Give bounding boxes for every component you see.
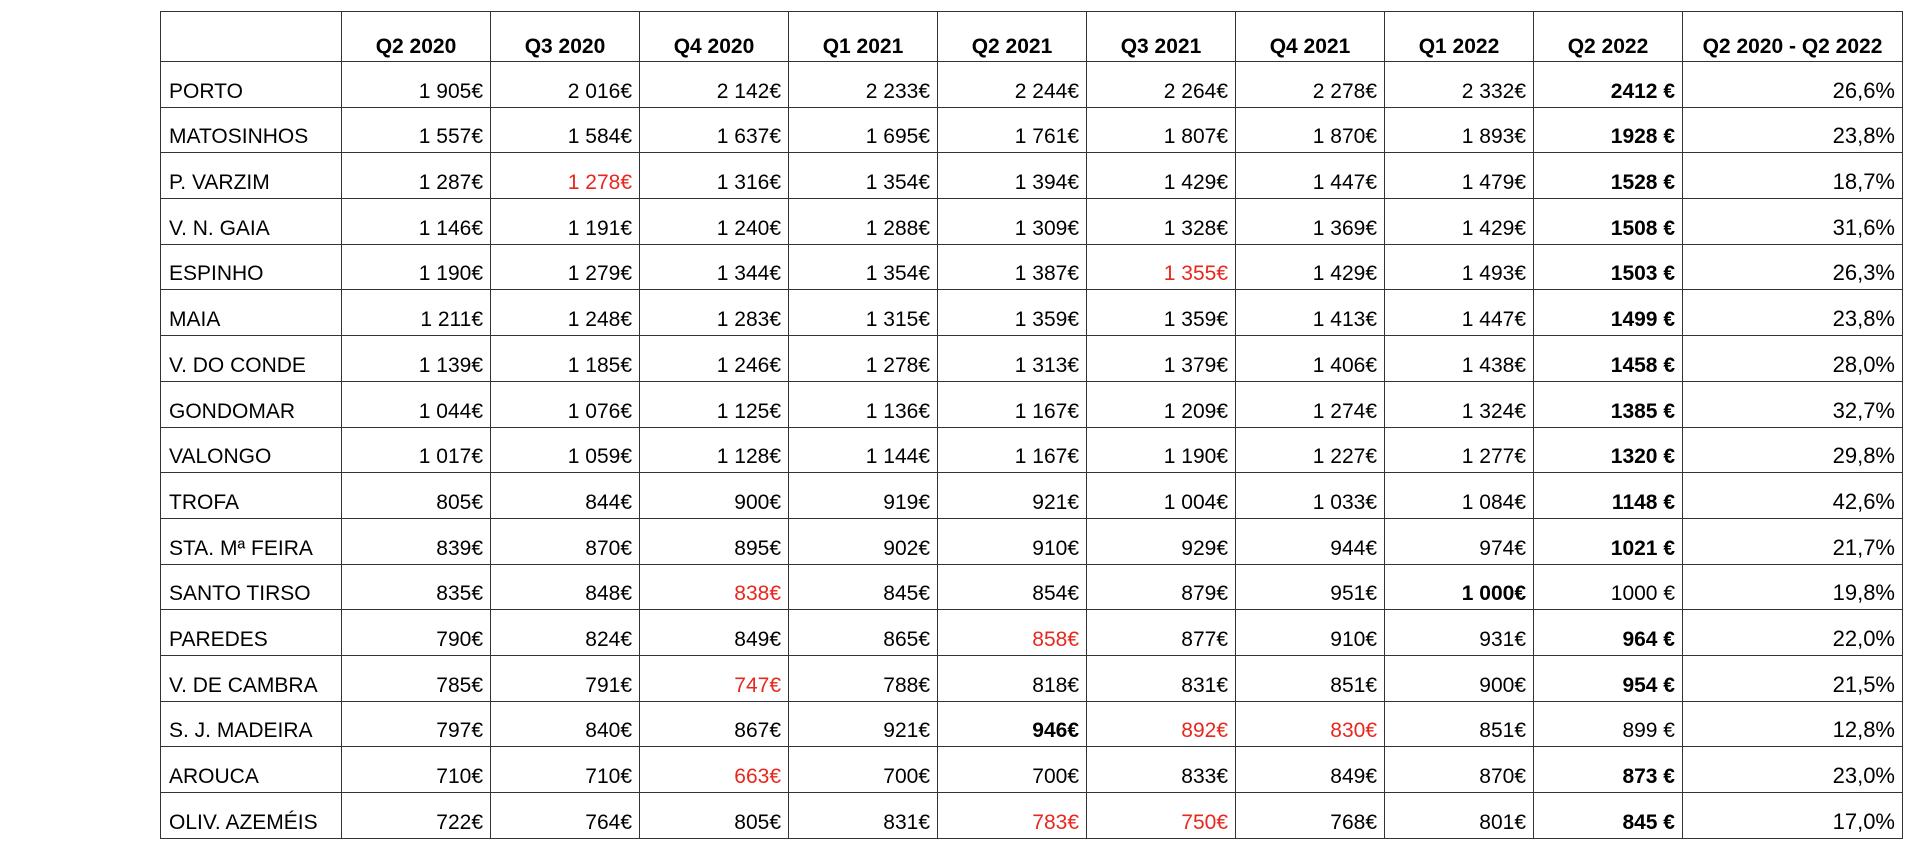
table-row bbox=[161, 473, 1903, 519]
change-cell: 26,6% bbox=[1683, 62, 1903, 108]
column-header: Q1 2022 bbox=[1385, 12, 1534, 62]
table-row bbox=[161, 336, 1903, 382]
price-cell: 1 359€ bbox=[1087, 290, 1236, 336]
price-cell: 1458 € bbox=[1534, 336, 1683, 382]
price-cell: 1 146€ bbox=[342, 199, 491, 245]
municipality-name: V. DO CONDE bbox=[161, 336, 342, 382]
change-cell: 22,0% bbox=[1683, 610, 1903, 656]
price-cell: 946€ bbox=[938, 701, 1087, 747]
header-blank bbox=[161, 12, 342, 62]
table-row bbox=[161, 701, 1903, 747]
price-cell: 1 438€ bbox=[1385, 336, 1534, 382]
price-cell: 1 447€ bbox=[1236, 153, 1385, 199]
price-cell: 951€ bbox=[1236, 564, 1385, 610]
price-cell: 1 190€ bbox=[342, 244, 491, 290]
price-cell: 1 076€ bbox=[491, 381, 640, 427]
price-cell: 910€ bbox=[938, 518, 1087, 564]
price-cell: 1 354€ bbox=[789, 153, 938, 199]
price-cell: 1 413€ bbox=[1236, 290, 1385, 336]
price-cell: 833€ bbox=[1087, 747, 1236, 793]
price-cell: 831€ bbox=[1087, 655, 1236, 701]
price-cell: 845€ bbox=[789, 564, 938, 610]
price-cell: 858€ bbox=[938, 610, 1087, 656]
price-cell: 1 637€ bbox=[640, 107, 789, 153]
price-cell: 1 406€ bbox=[1236, 336, 1385, 382]
table-row bbox=[161, 655, 1903, 701]
table-row bbox=[161, 244, 1903, 290]
municipality-name: AROUCA bbox=[161, 747, 342, 793]
price-cell: 921€ bbox=[938, 473, 1087, 519]
price-cell: 1320 € bbox=[1534, 427, 1683, 473]
column-header: Q4 2021 bbox=[1236, 12, 1385, 62]
price-cell: 750€ bbox=[1087, 793, 1236, 839]
price-cell: 1 315€ bbox=[789, 290, 938, 336]
price-cell: 1 493€ bbox=[1385, 244, 1534, 290]
price-cell: 1 278€ bbox=[491, 153, 640, 199]
price-cell: 974€ bbox=[1385, 518, 1534, 564]
price-cell: 1 429€ bbox=[1087, 153, 1236, 199]
price-cell: 870€ bbox=[1385, 747, 1534, 793]
table-row bbox=[161, 199, 1903, 245]
column-header: Q2 2021 bbox=[938, 12, 1087, 62]
price-cell: 1 359€ bbox=[938, 290, 1087, 336]
price-cell: 788€ bbox=[789, 655, 938, 701]
change-cell: 19,8% bbox=[1683, 564, 1903, 610]
price-cell: 1 324€ bbox=[1385, 381, 1534, 427]
price-cell: 783€ bbox=[938, 793, 1087, 839]
price-cell: 1 761€ bbox=[938, 107, 1087, 153]
price-cell: 818€ bbox=[938, 655, 1087, 701]
price-cell: 1 288€ bbox=[789, 199, 938, 245]
price-cell: 1 870€ bbox=[1236, 107, 1385, 153]
price-cell: 1 695€ bbox=[789, 107, 938, 153]
price-cell: 840€ bbox=[491, 701, 640, 747]
price-cell: 1 584€ bbox=[491, 107, 640, 153]
price-cell: 2412 € bbox=[1534, 62, 1683, 108]
price-cell: 1 277€ bbox=[1385, 427, 1534, 473]
price-cell: 791€ bbox=[491, 655, 640, 701]
price-cell: 895€ bbox=[640, 518, 789, 564]
price-cell: 1 279€ bbox=[491, 244, 640, 290]
price-cell: 1928 € bbox=[1534, 107, 1683, 153]
price-cell: 1 287€ bbox=[342, 153, 491, 199]
price-cell: 790€ bbox=[342, 610, 491, 656]
price-cell: 902€ bbox=[789, 518, 938, 564]
table-row bbox=[161, 793, 1903, 839]
price-cell: 929€ bbox=[1087, 518, 1236, 564]
price-cell: 835€ bbox=[342, 564, 491, 610]
price-cell: 1 185€ bbox=[491, 336, 640, 382]
price-cell: 663€ bbox=[640, 747, 789, 793]
price-cell: 2 332€ bbox=[1385, 62, 1534, 108]
price-cell: 873 € bbox=[1534, 747, 1683, 793]
column-header: Q3 2020 bbox=[491, 12, 640, 62]
price-cell: 900€ bbox=[1385, 655, 1534, 701]
price-cell: 1 033€ bbox=[1236, 473, 1385, 519]
price-cell: 830€ bbox=[1236, 701, 1385, 747]
price-cell: 879€ bbox=[1087, 564, 1236, 610]
price-cell: 1 084€ bbox=[1385, 473, 1534, 519]
price-cell: 854€ bbox=[938, 564, 1087, 610]
price-cell: 1 059€ bbox=[491, 427, 640, 473]
price-table bbox=[160, 11, 1903, 839]
price-cell: 785€ bbox=[342, 655, 491, 701]
price-cell: 1 246€ bbox=[640, 336, 789, 382]
municipality-name: MAIA bbox=[161, 290, 342, 336]
change-cell: 26,3% bbox=[1683, 244, 1903, 290]
price-cell: 1021 € bbox=[1534, 518, 1683, 564]
price-cell: 1 557€ bbox=[342, 107, 491, 153]
price-cell: 1 313€ bbox=[938, 336, 1087, 382]
municipality-name: P. VARZIM bbox=[161, 153, 342, 199]
change-cell: 23,8% bbox=[1683, 290, 1903, 336]
price-cell: 1 316€ bbox=[640, 153, 789, 199]
price-cell: 865€ bbox=[789, 610, 938, 656]
price-cell: 851€ bbox=[1236, 655, 1385, 701]
price-cell: 1503 € bbox=[1534, 244, 1683, 290]
price-cell: 831€ bbox=[789, 793, 938, 839]
price-cell: 899 € bbox=[1534, 701, 1683, 747]
price-cell: 2 264€ bbox=[1087, 62, 1236, 108]
table-row bbox=[161, 610, 1903, 656]
price-cell: 747€ bbox=[640, 655, 789, 701]
price-cell: 1 209€ bbox=[1087, 381, 1236, 427]
municipality-name: VALONGO bbox=[161, 427, 342, 473]
price-cell: 700€ bbox=[789, 747, 938, 793]
price-cell: 1 128€ bbox=[640, 427, 789, 473]
table-row bbox=[161, 564, 1903, 610]
price-cell: 1 125€ bbox=[640, 381, 789, 427]
price-cell: 2 016€ bbox=[491, 62, 640, 108]
price-cell: 849€ bbox=[640, 610, 789, 656]
municipality-name: TROFA bbox=[161, 473, 342, 519]
price-cell: 1 274€ bbox=[1236, 381, 1385, 427]
table-row bbox=[161, 427, 1903, 473]
change-cell: 21,5% bbox=[1683, 655, 1903, 701]
price-cell: 1 278€ bbox=[789, 336, 938, 382]
municipality-name: PAREDES bbox=[161, 610, 342, 656]
table-row bbox=[161, 381, 1903, 427]
municipality-name: V. N. GAIA bbox=[161, 199, 342, 245]
column-header: Q2 2022 bbox=[1534, 12, 1683, 62]
table-row bbox=[161, 518, 1903, 564]
price-cell: 1 893€ bbox=[1385, 107, 1534, 153]
municipality-name: PORTO bbox=[161, 62, 342, 108]
price-cell: 1 283€ bbox=[640, 290, 789, 336]
price-cell: 797€ bbox=[342, 701, 491, 747]
price-cell: 919€ bbox=[789, 473, 938, 519]
price-cell: 805€ bbox=[342, 473, 491, 519]
price-cell: 1 240€ bbox=[640, 199, 789, 245]
header-row bbox=[161, 12, 1903, 62]
price-cell: 964 € bbox=[1534, 610, 1683, 656]
price-cell: 1528 € bbox=[1534, 153, 1683, 199]
table-row bbox=[161, 62, 1903, 108]
municipality-name: V. DE CAMBRA bbox=[161, 655, 342, 701]
price-cell: 1 479€ bbox=[1385, 153, 1534, 199]
price-cell: 1 136€ bbox=[789, 381, 938, 427]
price-cell: 1 167€ bbox=[938, 381, 1087, 427]
price-cell: 848€ bbox=[491, 564, 640, 610]
price-cell: 1 191€ bbox=[491, 199, 640, 245]
price-cell: 1 379€ bbox=[1087, 336, 1236, 382]
price-cell: 838€ bbox=[640, 564, 789, 610]
price-cell: 1 355€ bbox=[1087, 244, 1236, 290]
price-cell: 851€ bbox=[1385, 701, 1534, 747]
municipality-name: OLIV. AZEMÉIS bbox=[161, 793, 342, 839]
price-cell: 1 429€ bbox=[1385, 199, 1534, 245]
price-cell: 2 142€ bbox=[640, 62, 789, 108]
price-cell: 710€ bbox=[342, 747, 491, 793]
change-cell: 29,8% bbox=[1683, 427, 1903, 473]
price-cell: 1 139€ bbox=[342, 336, 491, 382]
price-cell: 1 447€ bbox=[1385, 290, 1534, 336]
price-cell: 1499 € bbox=[1534, 290, 1683, 336]
price-cell: 1 905€ bbox=[342, 62, 491, 108]
price-cell: 722€ bbox=[342, 793, 491, 839]
column-header: Q4 2020 bbox=[640, 12, 789, 62]
price-cell: 867€ bbox=[640, 701, 789, 747]
price-cell: 2 278€ bbox=[1236, 62, 1385, 108]
price-cell: 2 244€ bbox=[938, 62, 1087, 108]
price-cell: 1508 € bbox=[1534, 199, 1683, 245]
price-cell: 870€ bbox=[491, 518, 640, 564]
price-cell: 849€ bbox=[1236, 747, 1385, 793]
municipality-name: GONDOMAR bbox=[161, 381, 342, 427]
price-cell: 900€ bbox=[640, 473, 789, 519]
price-cell: 944€ bbox=[1236, 518, 1385, 564]
change-cell: 42,6% bbox=[1683, 473, 1903, 519]
price-cell: 954 € bbox=[1534, 655, 1683, 701]
price-cell: 764€ bbox=[491, 793, 640, 839]
table-row bbox=[161, 107, 1903, 153]
price-cell: 845 € bbox=[1534, 793, 1683, 839]
price-cell: 1 017€ bbox=[342, 427, 491, 473]
price-cell: 1 328€ bbox=[1087, 199, 1236, 245]
price-cell: 1 807€ bbox=[1087, 107, 1236, 153]
column-header: Q3 2021 bbox=[1087, 12, 1236, 62]
price-cell: 1 004€ bbox=[1087, 473, 1236, 519]
price-cell: 1 248€ bbox=[491, 290, 640, 336]
price-cell: 1148 € bbox=[1534, 473, 1683, 519]
price-cell: 1000 € bbox=[1534, 564, 1683, 610]
change-cell: 28,0% bbox=[1683, 336, 1903, 382]
change-cell: 31,6% bbox=[1683, 199, 1903, 245]
change-cell: 21,7% bbox=[1683, 518, 1903, 564]
price-cell: 801€ bbox=[1385, 793, 1534, 839]
price-cell: 1 344€ bbox=[640, 244, 789, 290]
table-row bbox=[161, 153, 1903, 199]
municipality-name: MATOSINHOS bbox=[161, 107, 342, 153]
price-cell: 700€ bbox=[938, 747, 1087, 793]
price-cell: 1 394€ bbox=[938, 153, 1087, 199]
table-row bbox=[161, 747, 1903, 793]
change-cell: 17,0% bbox=[1683, 793, 1903, 839]
table-body bbox=[161, 62, 1903, 839]
price-cell: 1 000€ bbox=[1385, 564, 1534, 610]
municipality-name: SANTO TIRSO bbox=[161, 564, 342, 610]
column-header: Q2 2020 - Q2 2022 bbox=[1683, 12, 1903, 62]
change-cell: 32,7% bbox=[1683, 381, 1903, 427]
price-cell: 1 167€ bbox=[938, 427, 1087, 473]
price-cell: 1 354€ bbox=[789, 244, 938, 290]
price-cell: 1 429€ bbox=[1236, 244, 1385, 290]
price-cell: 931€ bbox=[1385, 610, 1534, 656]
municipality-name: S. J. MADEIRA bbox=[161, 701, 342, 747]
price-cell: 877€ bbox=[1087, 610, 1236, 656]
price-cell: 805€ bbox=[640, 793, 789, 839]
price-cell: 910€ bbox=[1236, 610, 1385, 656]
price-cell: 824€ bbox=[491, 610, 640, 656]
change-cell: 18,7% bbox=[1683, 153, 1903, 199]
price-cell: 1 387€ bbox=[938, 244, 1087, 290]
column-header: Q2 2020 bbox=[342, 12, 491, 62]
price-cell: 710€ bbox=[491, 747, 640, 793]
price-cell: 844€ bbox=[491, 473, 640, 519]
price-cell: 1 044€ bbox=[342, 381, 491, 427]
column-header: Q1 2021 bbox=[789, 12, 938, 62]
price-cell: 768€ bbox=[1236, 793, 1385, 839]
price-cell: 1 309€ bbox=[938, 199, 1087, 245]
price-cell: 1 211€ bbox=[342, 290, 491, 336]
table-row bbox=[161, 290, 1903, 336]
price-cell: 1 227€ bbox=[1236, 427, 1385, 473]
change-cell: 23,8% bbox=[1683, 107, 1903, 153]
change-cell: 23,0% bbox=[1683, 747, 1903, 793]
price-cell: 1 144€ bbox=[789, 427, 938, 473]
municipality-name: STA. Mª FEIRA bbox=[161, 518, 342, 564]
price-cell: 1 369€ bbox=[1236, 199, 1385, 245]
price-cell: 892€ bbox=[1087, 701, 1236, 747]
municipality-name: ESPINHO bbox=[161, 244, 342, 290]
price-cell: 1 190€ bbox=[1087, 427, 1236, 473]
price-cell: 839€ bbox=[342, 518, 491, 564]
price-cell: 921€ bbox=[789, 701, 938, 747]
price-cell: 2 233€ bbox=[789, 62, 938, 108]
price-cell: 1385 € bbox=[1534, 381, 1683, 427]
change-cell: 12,8% bbox=[1683, 701, 1903, 747]
